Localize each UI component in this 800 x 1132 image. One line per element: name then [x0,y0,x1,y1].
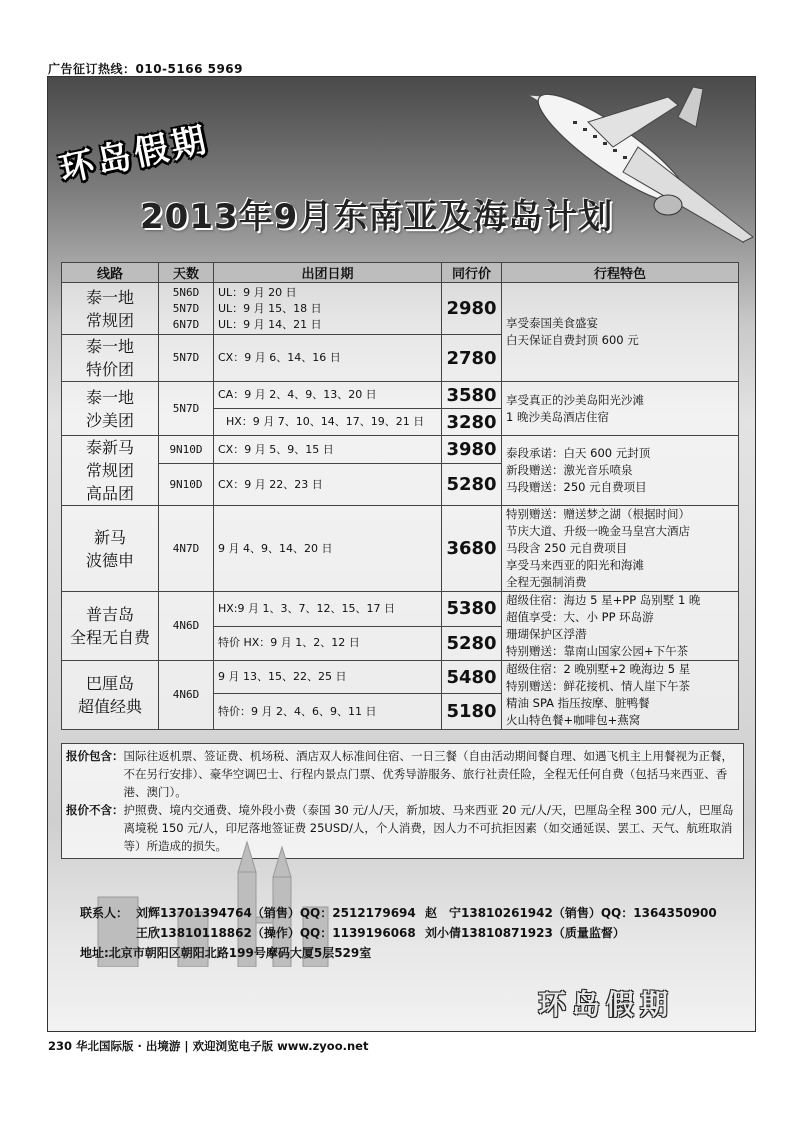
route-features: 享受泰国美食盛宴 白天保证自费封顶 600 元 [502,283,739,382]
brand-logo: 环岛假期 [56,119,214,191]
brand-logo-bottom: 环岛假期 [538,988,675,1021]
route-name: 泰一地 常规团 [62,283,159,335]
col-days: 天数 [159,263,214,283]
included-text: 国际往返机票、签证费、机场税、酒店双人标准间住宿、一日三餐（自由活动期间餐自理、如遇飞机主上用餐视为正餐，不在另行安排）、豪华空调巴士、行程内景点门票、优秀导游服务、旅行社责任险，全程无任何自费（包括马来西亚、香港、澳门）。 [123,749,733,799]
contact-label: 联系人： [80,906,129,920]
route-name: 新马 波德申 [62,506,159,592]
ad-hotline: 广告征订热线：010-5166 5969 [48,62,244,76]
route-dates: 9 月 13、15、22、25 日 [214,661,442,694]
route-name: 普吉岛 全程无自费 [62,592,159,661]
route-name: 泰新马 常规团 高品团 [62,436,159,506]
page-title: 2013年9月东南亚及海岛计划 [140,197,614,237]
address: 地址:北京市朝阳区朝阳北路199号摩码大厦5层529室 [80,946,372,960]
route-dates: 特价 HX：9 月 1、2、12 日 [214,626,442,661]
route-days: 4N7D [159,506,214,592]
route-dates: UL：9 月 20 日 UL：9 月 15、18 日 UL：9 月 14、21 日 [214,283,442,335]
route-features: 享受真正的沙美岛阳光沙滩 1 晚沙美岛酒店住宿 [502,382,739,436]
col-route: 线路 [62,263,159,283]
route-dates: 9 月 4、9、14、20 日 [214,506,442,592]
contact-person: 王欣13810118862（操作）QQ：1139196068 [136,926,416,940]
route-days: 9N10D [159,436,214,464]
col-price: 同行价 [442,263,502,283]
table-row [62,283,739,335]
route-dates: CX：9 月 5、9、15 日 [214,436,442,464]
route-price: 3580 [442,382,502,409]
ad-panel [47,76,756,1032]
route-dates: HX：9 月 7、10、14、17、19、21 日 [214,409,442,436]
excluded-text: 护照费、境内交通费、境外段小费（泰国 30 元/人/天，新加坡、马来西亚 20 元/人/天，巴厘岛全程 300 元/人，巴厘岛离境税 150 元/人，印尼落地签证费 25USD/人，个人消费，因人力不可抗拒因素（如交通延误、罢工、天气、航班取消等）所造成的损失。 [123,803,734,853]
route-features: 泰段承诺：白天 600 元封顶 新段赠送：激光音乐喷泉 马段赠送：250 元自费项目 [502,436,739,506]
included-label: 报价包含： [66,749,124,763]
contact-person: 刘辉13701394764（销售）QQ：2512179694 [136,906,416,920]
table-row [62,661,739,694]
route-price: 5280 [442,626,502,661]
route-name: 巴厘岛 超值经典 [62,661,159,730]
route-days: 5N6D 5N7D 6N7D [159,283,214,335]
route-days: 5N7D [159,382,214,436]
table-row [62,436,739,464]
route-name: 泰一地 特价团 [62,335,159,382]
route-price: 3280 [442,409,502,436]
route-days: 5N7D [159,335,214,382]
contact-person: 刘小倩13810871923（质量监督） [425,926,625,940]
route-price: 2980 [442,283,502,335]
contact-person: 赵 宁13810261942（销售）QQ：1364350900 [425,906,717,920]
route-price: 3680 [442,506,502,592]
route-price: 5380 [442,592,502,627]
route-price: 5480 [442,661,502,694]
col-dates: 出团日期 [214,263,442,283]
route-days: 4N6D [159,661,214,730]
route-features: 超级住宿：海边 5 星+PP 岛别墅 1 晚 超值享受：大、小 PP 环岛游 珊瑚保护区浮潜 特别赠送：靠南山国家公园+下午茶 [502,592,739,661]
route-price: 5180 [442,694,502,730]
included-note [66,747,740,801]
schedule-table [61,262,739,730]
table-row [62,382,739,409]
table-row [62,592,739,627]
route-price: 5280 [442,464,502,506]
excluded-label: 报价不含： [66,803,124,817]
page-footer: 230 华北国际版 · 出境游 | 欢迎浏览电子版 www.zyoo.net [48,1039,369,1053]
route-dates: 特价：9 月 2、4、6、9、11 日 [214,694,442,730]
route-price: 3980 [442,436,502,464]
table-row [62,506,739,592]
route-dates: CA：9 月 2、4、9、13、20 日 [214,382,442,409]
route-price: 2780 [442,335,502,382]
route-dates: CX：9 月 6、14、16 日 [214,335,442,382]
route-dates: HX:9 月 1、3、7、12、15、17 日 [214,592,442,627]
route-dates: CX：9 月 22、23 日 [214,464,442,506]
col-features: 行程特色 [502,263,739,283]
route-days: 9N10D [159,464,214,506]
route-days: 4N6D [159,592,214,661]
route-features: 特别赠送：赠送梦之湖（根据时间） 节庆大道、升级一晚金马皇宫大酒店 马段含 250 元自费项目 享受马来西亚的阳光和海滩 全程无强制消费 [502,506,739,592]
table-header [62,263,739,283]
route-features: 超级住宿：2 晚别墅+2 晚海边 5 星 特别赠送：鲜花接机、情人崖下午茶 精油 SPA 指压按摩、脏鸭餐 火山特色餐+咖啡包+燕窝 [502,661,739,730]
route-name: 泰一地 沙美团 [62,382,159,436]
